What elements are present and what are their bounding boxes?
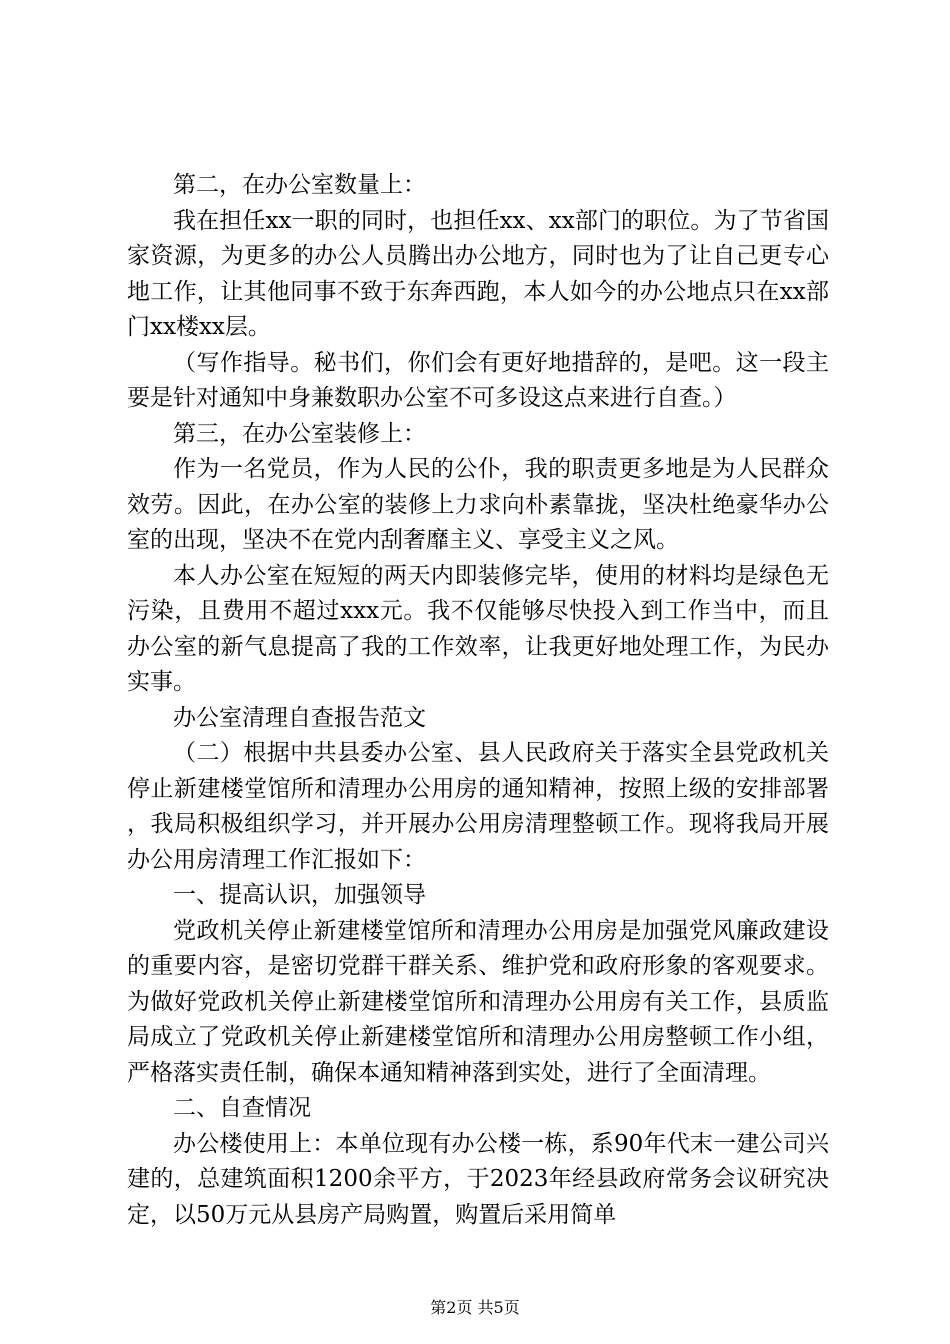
paragraph: 作为一名党员，作为人民的公仆，我的职责更多地是为人民群众效劳。因此，在办公室的装修上力求向朴素靠拢，坚决杜绝豪华办公室的出现，坚决不在党内刮奢靡主义、享受主义之风。 — [127, 456, 829, 553]
paragraph: （写作指导。秘书们，你们会有更好地措辞的，是吧。这一段主要是针对通知中身兼数职办公室不可多设这点来进行自查。） — [127, 349, 829, 411]
document-body — [127, 168, 829, 1233]
section-title: 办公室清理自查报告范文 — [173, 704, 426, 731]
paragraph: 本人办公室在短短的两天内即装修完毕，使用的材料均是绿色无污染，且费用不超过xxx元。我不仅能够尽快投入到工作当中，而且办公室的新气息提高了我的工作效率，让我更好地处理工作，为民办实事。 — [127, 562, 829, 695]
paragraph: 党政机关停止新建楼堂馆所和清理办公用房是加强党风廉政建设的重要内容，是密切党群干群关系、维护党和政府形象的客观要求。为做好党政机关停止新建楼堂馆所和清理办公用房有关工作，县质监局成立了党政机关停止新建楼堂馆所和清理办公用房整顿工作小组，严格落实责任制，确保本通知精神落到实处，进行了全面清理。 — [127, 917, 829, 1086]
page-footer: 第2页 共5页 — [430, 1298, 520, 1317]
paragraph: 第二，在办公室数量上： — [173, 172, 426, 198]
section-heading: 二、自查情况 — [173, 1095, 311, 1121]
paragraph: 我在担任xx一职的同时，也担任xx、xx部门的职位。为了节省国家资源，为更多的办公人员腾出办公地方，同时也为了让自己更专心地工作，让其他同事不致于东奔西跑，本人如今的办公地点只在xx部门xx楼xx层。 — [127, 207, 829, 340]
paragraph: 第三，在办公室装修上： — [173, 420, 426, 447]
paragraph: （二）根据中共县委办公室、县人民政府关于落实全县党政机关停止新建楼堂馆所和清理办公用房的通知精神，按照上级的安排部署，我局积极组织学习，并开展办公用房清理整顿工作。现将我局开展办公用房清理工作汇报如下： — [127, 740, 829, 873]
section-heading: 一、提高认识，加强领导 — [173, 882, 426, 908]
paragraph: 办公楼使用上：本单位现有办公楼一栋，系90年代末一建公司兴建的，总建筑面积1200余平方，于2023年经县政府常务会议研究决定，以50万元从县房产局购置，购置后采用简单 — [127, 1130, 829, 1228]
